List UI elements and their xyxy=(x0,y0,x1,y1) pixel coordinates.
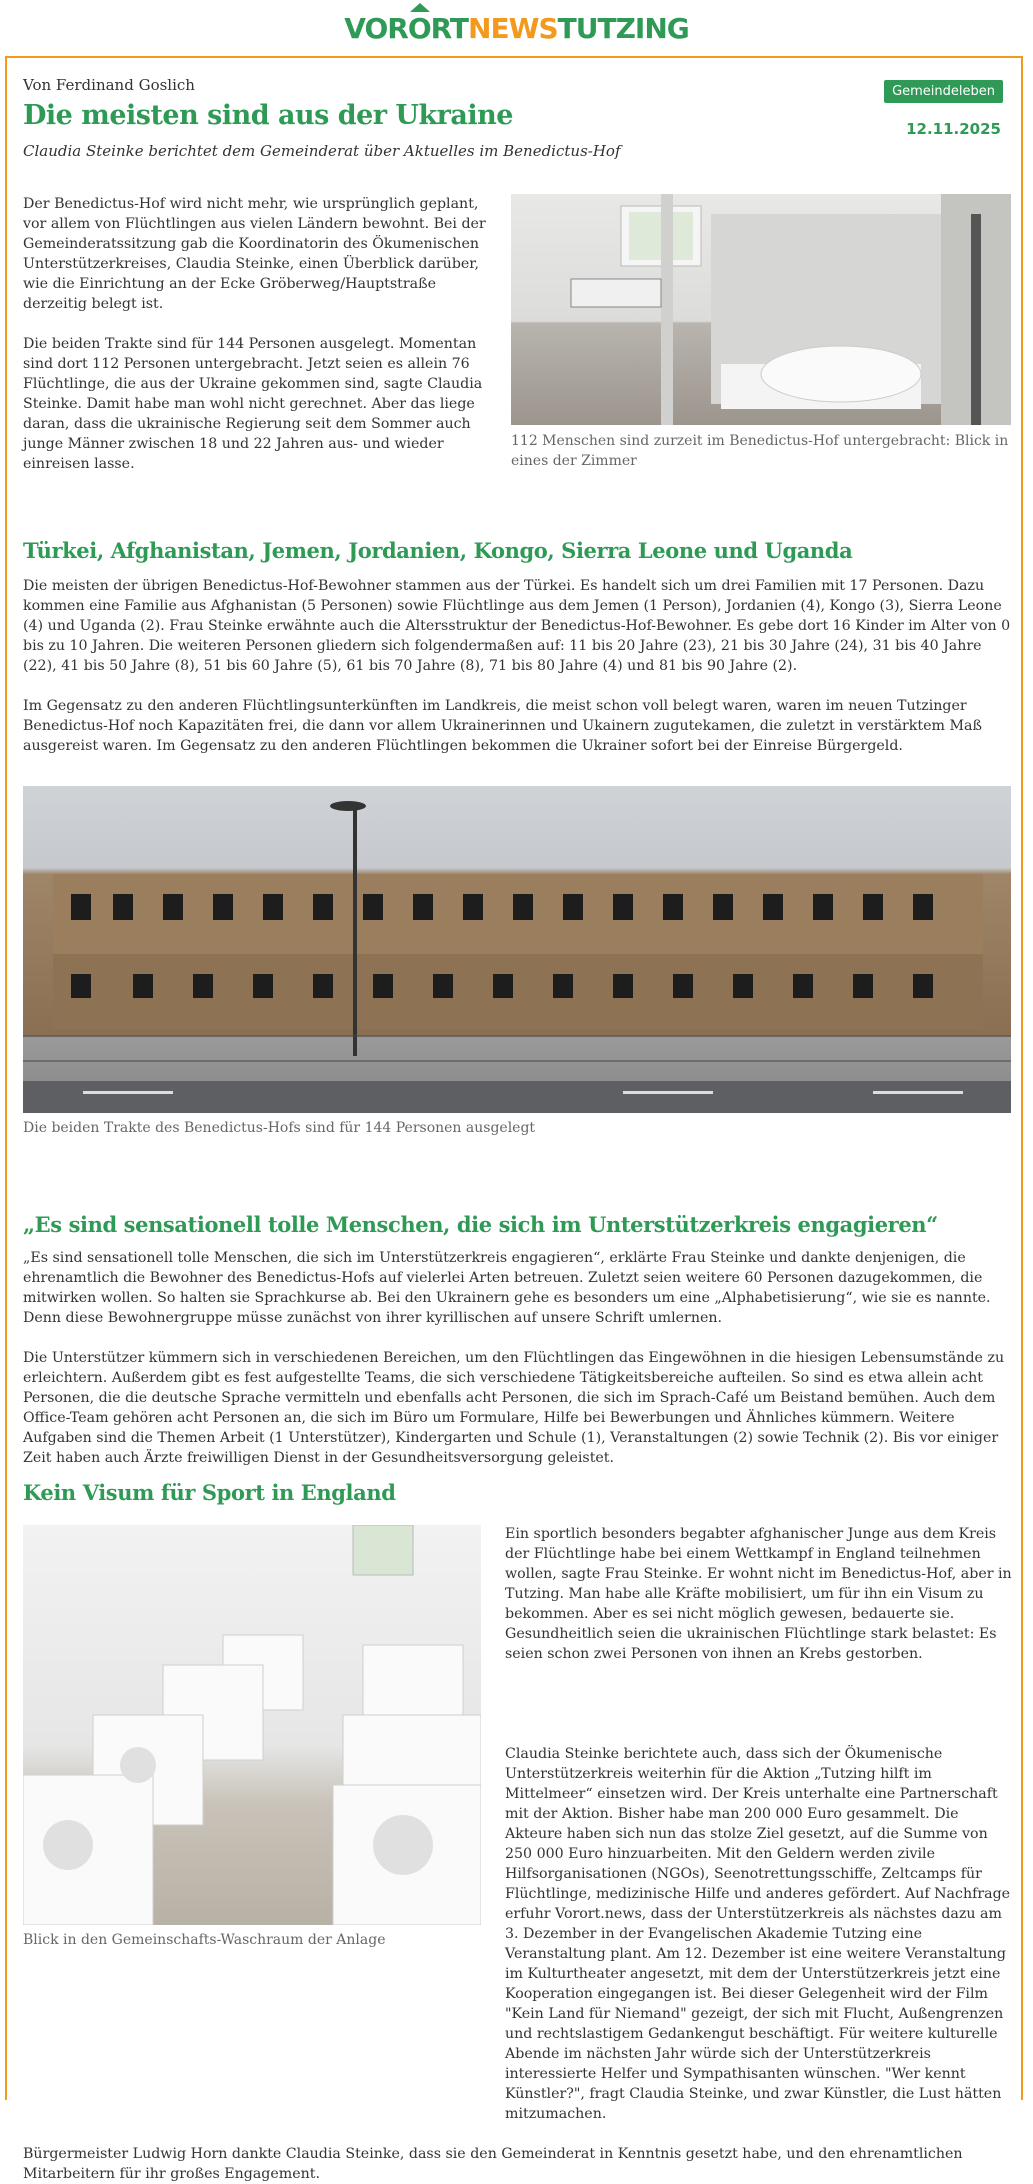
visa-paragraph-1: Ein sportlich besonders begabter afghanischer Junge aus dem Kreis der Flüchtlinge habe bei einem Wettkampf in England teilnehmen wollen, sagte Frau Steinke. Er wohnt nicht im Benedictus-Hof, aber in Tutzing. Man habe alle Kräfte mobilisiert, um für ihn ein Visum zu bekommen. Aber es sei nicht möglich gewesen, bedauerte sie. Gesundheitlich seien die ukrainischen Flüchtlinge stark belastet: Es seien schon zwei Personen von ihnen an Krebs gestorben. xyxy=(505,1526,1012,1662)
section-heading-origins: Türkei, Afghanistan, Jemen, Jordanien, Kongo, Sierra Leone und Uganda xyxy=(23,538,853,563)
room-photo-illustration xyxy=(511,194,1011,425)
logo-tutzing: TUTZING xyxy=(557,11,689,45)
logo-ort-text: ORT xyxy=(407,11,469,45)
intro-text xyxy=(23,194,493,474)
building-photo[interactable] xyxy=(23,786,1011,1113)
category-badge[interactable]: Gemeindeleben xyxy=(884,80,1003,103)
closing-paragraph: Bürgermeister Ludwig Horn dankte Claudia Steinke, dass sie den Gemeinderat in Kenntnis gesetzt habe, und den ehrenamtlichen Mitarbeitern für ihr großes Engagement. xyxy=(23,2146,963,2182)
section-origins-text xyxy=(23,576,1013,756)
mediterranean-paragraph: Claudia Steinke berichtete auch, dass sich der Ökumenische Unterstützerkreis weiterhin für die Aktion „Tutzing hilft im Mittelmeer“ einsetzen wird. Der Kreis unterhalte eine Partnerschaft mit der Aktion. Bisher habe man 200 000 Euro gesammelt. Die Akteure haben sich nun das stolze Ziel gesetzt, auf die Summe von 250 000 Euro hinzuarbeiten. Mit den Geldern werden zivile Hilfsorganisationen (NGOs), Seenotrettungsschiffe, Zeltcamps für Flüchtlinge, medizinische Hilfe und anderes gefördert. Auf Nachfrage erfuhr Vorort.news, dass der Unterstützerkreis als nächstes dazu am 3. Dezember in der Evangelischen Akademie Tutzing eine Veranstaltung plant. Am 12. Dezember ist eine weitere Veranstaltung im Kulturtheater angesetzt, mit dem der Unterstützerkreis jetzt eine Kooperation eingegangen ist. Bei dieser Gelegenheit wird der Film "Kein Land für Niemand" gezeigt, der sich mit Flucht, Außengrenzen und rechtslastigem Gedankengut beschäftigt. Für weitere kulturelle Abende im nächsten Jahr würde sich der Unterstützerkreis interessierte Helfer und Sympathisanten wünschen. "Wer kennt Künstler?", fragt Claudia Steinke, und zwar Künstler, die Lust hätten mitzumachen. xyxy=(505,1746,1011,2122)
room-photo-caption: 112 Menschen sind zurzeit im Benedictus-Hof untergebracht: Blick in eines der Zimmer xyxy=(511,433,1009,469)
intro-paragraph-2: Die beiden Trakte sind für 144 Personen ausgelegt. Momentan sind dort 112 Personen untergebracht. Jetzt seien es allein 76 Flüchtlinge, die aus der Ukraine gekommen sind, sagte Claudia Steinke. Damit habe man wohl nicht gerechnet. Aber das liege daran, dass die ukrainische Regierung seit dem Sommer auch junge Männer zwischen 18 und 22 Jahren aus- und wieder einreisen lasse. xyxy=(23,336,483,472)
site-logo[interactable] xyxy=(344,12,688,45)
origins-paragraph-2: Im Gegensatz zu den anderen Flüchtlingsunterkünften im Landkreis, die meist schon voll belegt waren, waren im neuen Tutzinger Benedictus-Hof noch Kapazitäten frei, die dann vor allem Ukrainerinnen und Ukainern zugutekamen, die zuletzt in verstärktem Maß ausgereist waren. Im Gegensatz zu den anderen Flüchtlingen bekommen die Ukrainer sofort bei der Einreise Bürgergeld. xyxy=(23,698,982,754)
mediterranean-text xyxy=(23,1744,1013,2184)
visa-text xyxy=(505,1524,1013,1664)
section-heading-supporters: „Es sind sensationell tolle Menschen, die sich im Unterstützerkreis engagieren“ xyxy=(23,1212,938,1237)
laundry-photo-caption: Blick in den Gemeinschafts-Waschraum der Anlage xyxy=(23,1932,386,1948)
article xyxy=(5,56,1023,2182)
supporters-paragraph-2: Die Unterstützer kümmern sich in verschiedenen Bereichen, um den Flüchtlingen das Eingewöhnen in die hiesigen Lebensumstände zu erleichtern. Außerdem gibt es fest aufgestellte Teams, die sich verschiedene Tätigkeitsbereiche aufteilen. So sind es etwa allein acht Personen, die die deutsche Sprache vermitteln und ebenfalls acht Personen, die sich im Sprach-Café um Beistand bemühen. Auch dem Office-Team gehören acht Personen an, die sich im Büro um Formulare, Hilfe bei Bewerbungen und Ähnliches kümmern. Weitere Aufgaben sind die Themen Arbeit (1 Unterstützer), Kindergarten und Schule (1), Veranstaltungen (2) sowie Technik (2). Bis vor einiger Zeit haben auch Ärzte freiwilligen Dienst in der Gesundheitsversorgung geleistet. xyxy=(23,1350,1005,1466)
section-heading-visa: Kein Visum für Sport in England xyxy=(23,1480,396,1505)
masthead xyxy=(0,0,1033,56)
author-byline: Von Ferdinand Goslich xyxy=(23,76,195,94)
section-supporters-text xyxy=(23,1248,1013,1468)
building-photo-illustration xyxy=(23,786,1011,1113)
origins-paragraph-1: Die meisten der übrigen Benedictus-Hof-Bewohner stammen aus der Türkei. Es handelt sich um drei Familien mit 17 Personen. Dazu kommen eine Familie aus Afghanistan (5 Personen) sowie Flüchtlinge aus dem Jemen (1 Person), Jordanien (4), Kongo (3), Sierra Leone (4) und Uganda (2). Frau Steinke erwähnte auch die Altersstruktur der Benedictus-Hof-Bewohner. Es gebe dort 16 Kinder im Alter von 0 bis zu 10 Jahren. Die weiteren Personen gliedern sich folgendermaßen auf: 11 bis 20 Jahre (23), 21 bis 30 Jahre (24), 31 bis 40 Jahre (22), 41 bis 50 Jahre (8), 51 bis 60 Jahre (5), 61 bis 70 Jahre (8), 71 bis 80 Jahre (4) und 81 bis 90 Jahre (2). xyxy=(23,578,1011,674)
supporters-paragraph-1: „Es sind sensationell tolle Menschen, die sich im Unterstützerkreis engagieren“, erklärte Frau Steinke und dankte denjenigen, die ehrenamtlich die Bewohner des Benedictus-Hofs auf vielerlei Arten betreuen. Zuletzt seien weitere 60 Personen dazugekommen, die mitwirken wollen. So halten sie Sprachkurse ab. Bei den Ukrainern gehe es besonders um eine „Alphabetisierung“, wie sie es nannte. Denn diese Bewohnergruppe müsse zunächst von ihrer kyrillischen auf unsere Schrift umlernen. xyxy=(23,1250,991,1326)
logo-vor: VOR xyxy=(344,11,408,45)
logo-news: NEWS xyxy=(468,11,558,45)
logo-ort xyxy=(408,12,468,45)
page-title: Die meisten sind aus der Ukraine xyxy=(23,100,513,131)
article-subtitle: Claudia Steinke berichtet dem Gemeinderat über Aktuelles im Benedictus-Hof xyxy=(23,142,621,160)
logo-roof-icon xyxy=(410,3,430,12)
building-photo-caption: Die beiden Trakte des Benedictus-Hofs sind für 144 Personen ausgelegt xyxy=(23,1120,536,1136)
publish-date: 12.11.2025 xyxy=(906,120,1001,138)
intro-paragraph-1: Der Benedictus-Hof wird nicht mehr, wie ursprünglich geplant, vor allem von Flüchtlingen aus vielen Ländern bewohnt. Bei der Gemeinderatssitzung gab die Koordinatorin des Ökumenischen Unterstützerkreises, Claudia Steinke, einen Überblick darüber, wie die Einrichtung an der Ecke Gröberweg/Hauptstraße derzeitig belegt ist. xyxy=(23,196,486,312)
room-photo[interactable] xyxy=(511,194,1011,425)
